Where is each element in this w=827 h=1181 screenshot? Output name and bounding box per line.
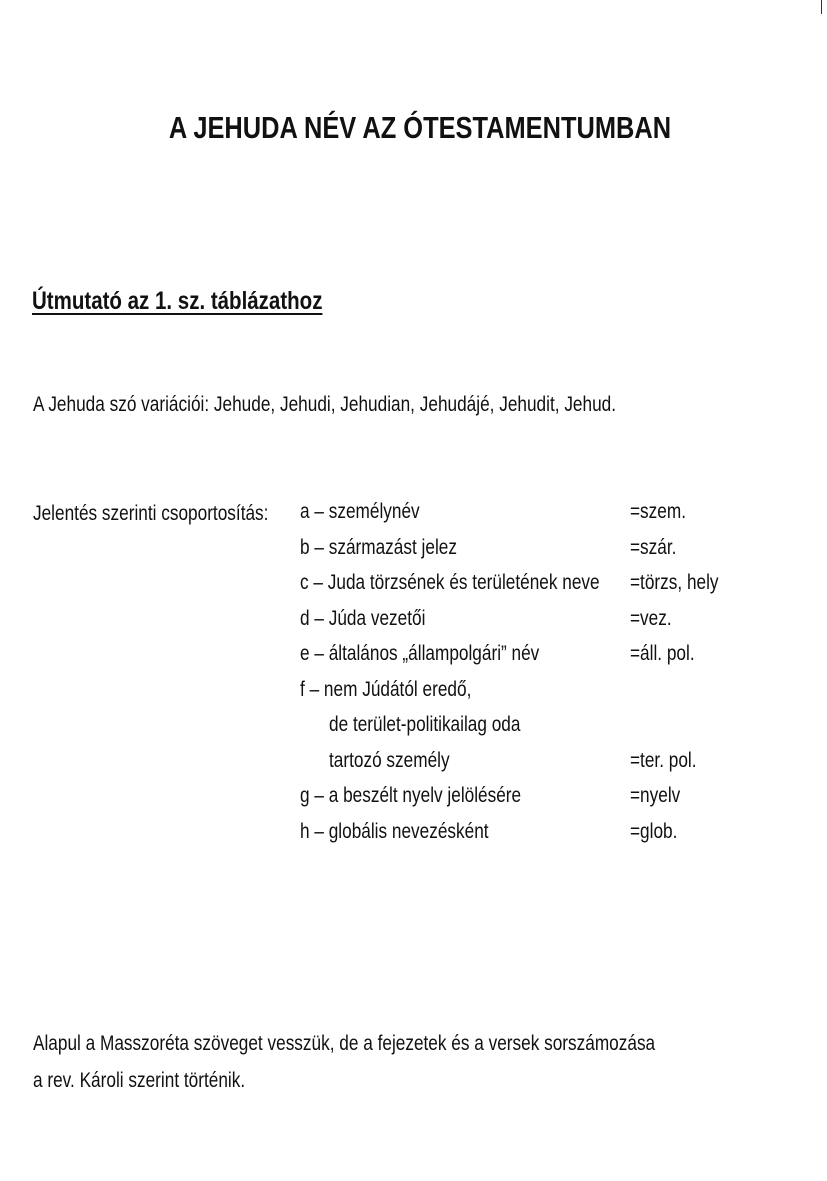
group-row-b bbox=[300, 536, 740, 572]
group-row-c bbox=[300, 571, 740, 607]
group-row-f bbox=[300, 678, 740, 714]
group-description: g – a beszélt nyelv jelölésére bbox=[300, 784, 522, 807]
group-abbreviation: =vez. bbox=[630, 606, 672, 630]
footer-note-line-2: a rev. Károli szerint történik. bbox=[33, 1069, 246, 1092]
section-heading: Útmutató az 1. sz. táblázathoz bbox=[32, 287, 323, 315]
group-description-continuation: tartozó személy bbox=[329, 748, 450, 772]
group-row-g bbox=[300, 784, 740, 820]
group-description: b – származást jelez bbox=[300, 535, 457, 559]
group-row-e bbox=[300, 642, 740, 678]
group-abbreviation: =szem. bbox=[630, 500, 686, 523]
page-title: A JEHUDA NÉV AZ ÓTESTAMENTUMBAN bbox=[168, 110, 672, 145]
footer-note bbox=[33, 1025, 655, 1099]
group-abbreviation: =ter. pol. bbox=[630, 748, 697, 772]
group-abbreviation: =nyelv bbox=[630, 784, 681, 807]
group-abbreviation: =áll. pol. bbox=[630, 642, 695, 665]
group-description-continuation: de terület-politikailag oda bbox=[329, 713, 521, 736]
grouping-label: Jelentés szerinti csoportosítás: bbox=[33, 502, 269, 525]
scan-edge-mark bbox=[821, 0, 822, 14]
group-description: a – személynév bbox=[300, 500, 420, 523]
group-description: f – nem Júdától eredő, bbox=[300, 677, 472, 701]
group-row-f-continuation-1 bbox=[300, 713, 740, 749]
group-description: d – Júda vezetői bbox=[300, 606, 426, 630]
variations-paragraph: A Jehuda szó variációi: Jehude, Jehudi, Jehudian, Jehudájé, Jehudit, Jehud. bbox=[33, 393, 617, 416]
group-description: e – általános „állampolgári” név bbox=[300, 642, 540, 665]
group-abbreviation: =szár. bbox=[630, 535, 677, 559]
group-row-d bbox=[300, 607, 740, 643]
grouping-list bbox=[300, 500, 740, 855]
group-abbreviation: =törzs, hely bbox=[630, 571, 719, 594]
group-row-h bbox=[300, 820, 740, 856]
group-description: h – globális nevezésként bbox=[300, 819, 489, 843]
footer-note-line-1: Alapul a Masszoréta szöveget vesszük, de a fejezetek és a versek sorszámozása bbox=[33, 1032, 656, 1055]
group-description: c – Juda törzsének és területének neve bbox=[300, 571, 600, 594]
group-row-f-continuation-2 bbox=[300, 749, 740, 785]
group-abbreviation: =glob. bbox=[630, 819, 678, 843]
group-row-a bbox=[300, 500, 740, 536]
